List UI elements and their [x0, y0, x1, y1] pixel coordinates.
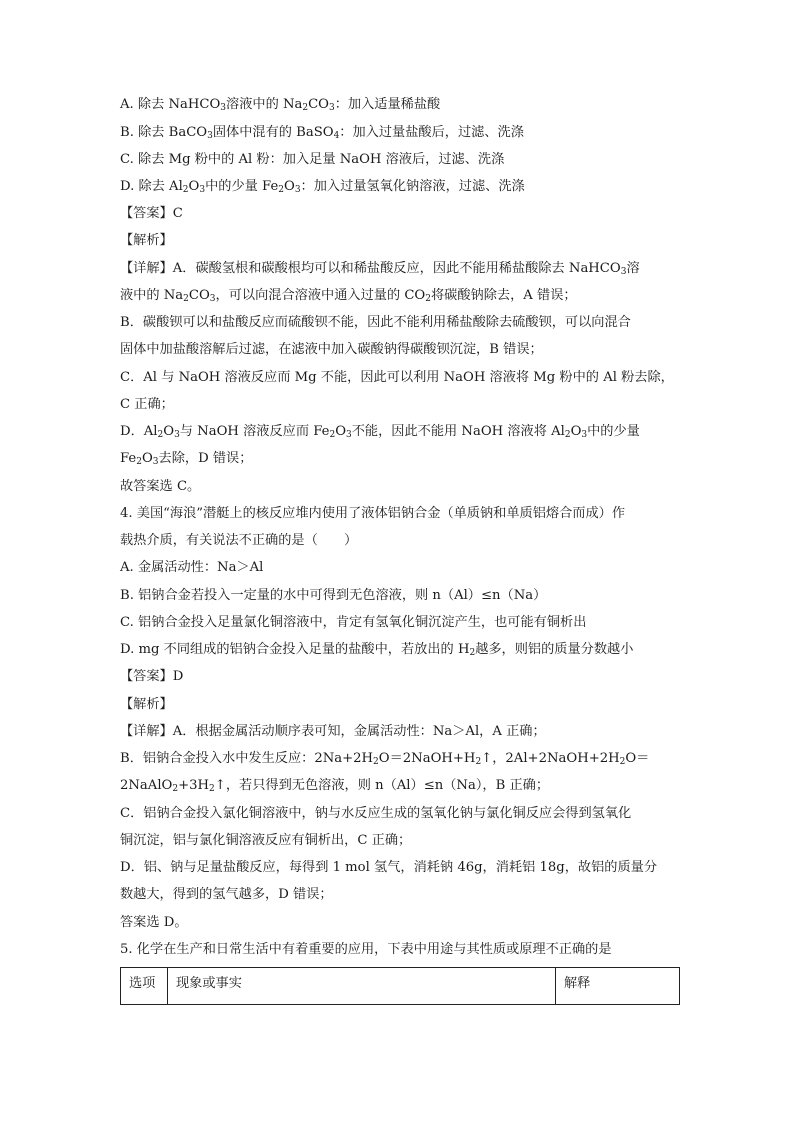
q4-answer: 【答案】D — [120, 669, 184, 684]
q4-analysis-heading: 【解析】 — [120, 697, 173, 712]
q4-detail-line-6: D．铝、钠与足量盐酸反应，每得到 1 mol 氢气，消耗钠 46g，消耗铝 18g，故铝的质量分 — [120, 860, 658, 875]
q3-option-b: B. 除去 BaCO$_3$固体中混有的 BaSO$_4$：加入过量盐酸后，过滤、洗涤 — [120, 125, 524, 141]
q3-detail-line-4: 固体中加盐酸溶解后过滤，在滤液中加入碳酸钠得碳酸钡沉淀，B 错误； — [120, 342, 543, 357]
q3-option-d: D. 除去 $Al_2O_3$中的少量 $Fe_2O_3$：加入过量氢氧化钠溶液，过滤、洗涤 — [120, 179, 525, 195]
q4-stem-line-2: 载热介质，有关说法不正确的是（ ） — [120, 533, 358, 548]
q3-detail-line-2: 液中的 $Na_2CO_3$，可以向混合溶液中通入过量的 $CO_2$将碳酸钠除去，A 错误； — [120, 288, 577, 304]
q4-detail-line-5: 铜沉淀，铝与氯化铜溶液反应有铜析出，C 正确； — [120, 833, 412, 848]
q4-conclusion: 答案选 D。 — [120, 915, 188, 930]
q5-stem: 5. 化学在生产和日常生活中有着重要的应用，下表中用途与其性质或原理不正确的是 — [120, 942, 612, 957]
q3-option-a: A. 除去 NaHCO$_3$溶液中的 $Na_2CO_3$：加入适量稀盐酸 — [120, 97, 441, 113]
table-header-phenomenon: 现象或事实 — [168, 968, 556, 1004]
table-header-explanation: 解释 — [564, 976, 591, 991]
q4-detail-line-4: C．铝钠合金投入氯化铜溶液中，钠与水反应生成的氢氧化钠与氯化铜反应会得到氢氧化 — [120, 806, 632, 821]
q3-analysis-heading: 【解析】 — [120, 233, 173, 248]
q4-detail-line-1: 【详解】A．根据金属活动顺序表可知，金属活动性：Na＞Al，A 正确； — [120, 724, 546, 739]
q3-answer: 【答案】C — [120, 206, 183, 221]
q3-conclusion: 故答案选 C。 — [120, 479, 201, 494]
q3-detail-line-6: C 正确； — [120, 397, 174, 412]
q4-detail-line-3: $2NaAlO_2+3H_2↑$，若只得到无色溶液，则 n（Al）≤n（Na），B 正确； — [120, 778, 550, 794]
q3-detail-line-3: B．碳酸钡可以和盐酸反应而硫酸钡不能，因此不能利用稀盐酸除去硫酸钡，可以向混合 — [120, 315, 631, 330]
table-header-option: 选项 — [121, 968, 168, 1004]
q4-detail-line-2: B．铝钠合金投入水中发生反应：$2Na+2H_2O=2NaOH+H_2↑$，$2Al+2NaOH+2H_2O=$ — [120, 751, 650, 767]
q5-table — [120, 967, 680, 1005]
q4-option-a: A. 金属活动性：Na＞Al — [120, 560, 264, 575]
q4-option-c: C. 铝钠合金投入足量氯化铜溶液中，肯定有氢氧化铜沉淀产生，也可能有铜析出 — [120, 615, 587, 630]
q4-option-d: D. mg 不同组成的铝钠合金投入足量的盐酸中，若放出的 $H_2$越多，则铝的质量分数越小 — [120, 642, 634, 658]
q3-option-c: C. 除去 Mg 粉中的 Al 粉：加入足量 NaOH 溶液后，过滤、洗涤 — [120, 152, 505, 167]
q4-detail-line-7: 数越大，得到的氢气越多，D 错误； — [120, 887, 333, 902]
q3-detail-line-1: 【详解】A．碳酸氢根和碳酸根均可以和稀盐酸反应，因此不能用稀盐酸除去 NaHCO$_3$溶 — [120, 261, 640, 277]
q4-stem-line-1: 4. 美国“海浪”潜艇上的核反应堆内使用了液体铝钠合金（单质钠和单质铝熔合而成）作 — [120, 506, 626, 521]
q3-detail-line-7: D．$Al_2O_3$与 NaOH 溶液反应而 $Fe_2O_3$不能，因此不能用 NaOH 溶液将 $Al_2O_3$中的少量 — [120, 424, 640, 440]
q3-detail-line-8: $Fe_2O_3$去除，D 错误； — [120, 451, 253, 467]
q3-detail-line-5: C．Al 与 NaOH 溶液反应而 Mg 不能，因此可以利用 NaOH 溶液将 Mg 粉中的 Al 粉去除， — [120, 370, 674, 385]
q4-option-b: B. 铝钠合金若投入一定量的水中可得到无色溶液，则 n（Al）≤n（Na） — [120, 588, 547, 603]
